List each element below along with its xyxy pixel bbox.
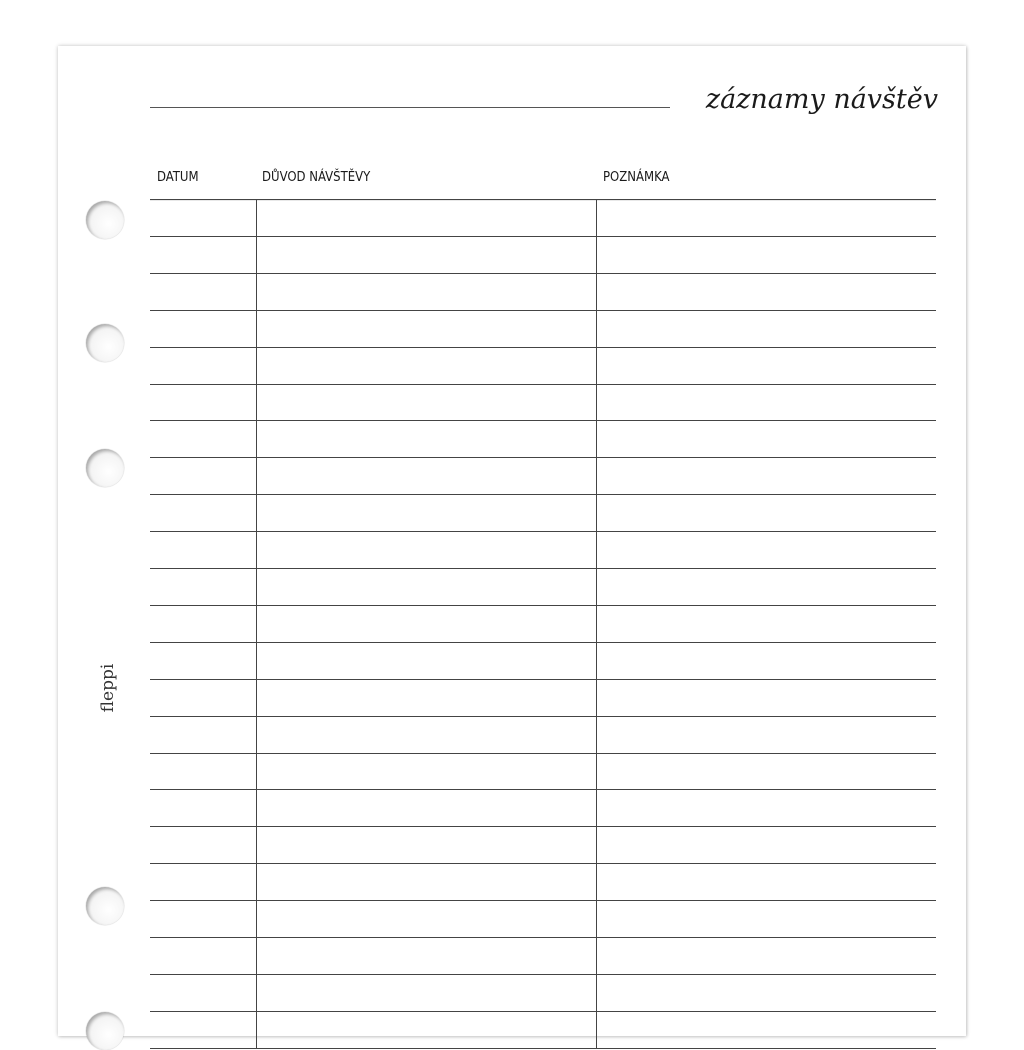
visit-log-table	[150, 199, 936, 1049]
table-grid	[150, 199, 936, 1049]
planner-sheet	[58, 46, 966, 1036]
column-header-note: POZNÁMKA	[603, 170, 670, 185]
title-underline	[150, 107, 670, 108]
punch-hole	[86, 449, 124, 487]
column-header-date: DATUM	[157, 170, 199, 185]
sheet-title: záznamy návštěv	[705, 84, 938, 115]
punch-hole	[86, 201, 124, 239]
punch-hole	[86, 1012, 124, 1050]
brand-logo: fleppi	[98, 663, 118, 713]
column-header-reason: DŮVOD NÁVŠTĚVY	[262, 170, 371, 185]
punch-hole	[86, 887, 124, 925]
punch-hole	[86, 324, 124, 362]
